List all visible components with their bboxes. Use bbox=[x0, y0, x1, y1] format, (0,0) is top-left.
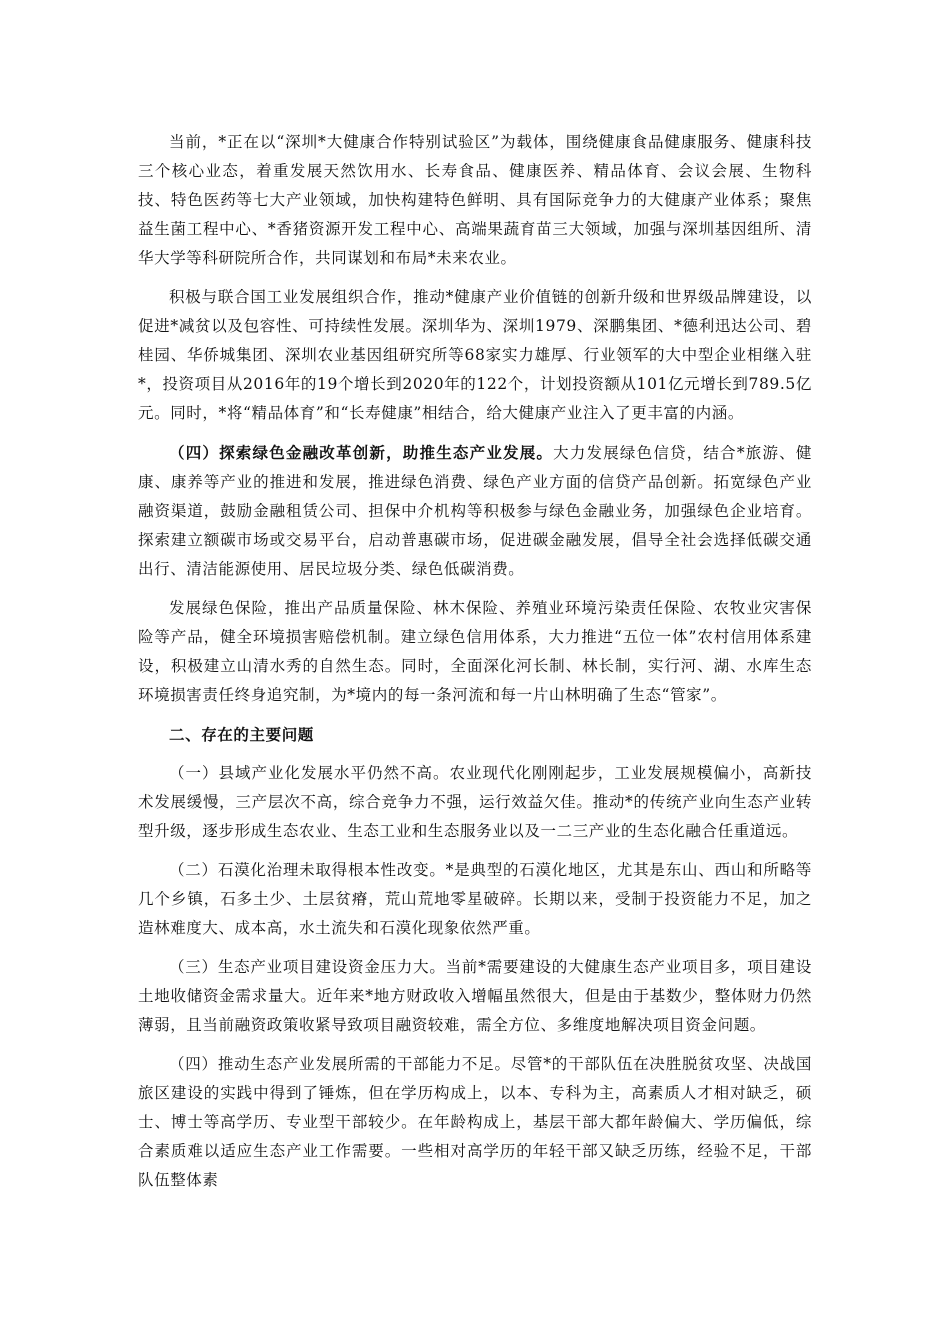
paragraph-problem-2: （二）石漠化治理未取得根本性改变。*是典型的石漠化地区，尤其是东山、西山和所略等几个乡镇，石多土少、土层贫瘠，荒山荒地零星破碎。长期以来，受制于投资能力不足，加之造林难度大、成本高，水土流失和石漠化现象依然严重。 bbox=[138, 861, 812, 937]
document-body bbox=[138, 128, 812, 1205]
paragraph-lead-green-finance: （四）探索绿色金融改革创新，助推生态产业发展。 bbox=[169, 443, 554, 462]
paragraph-problem-3: （三）生态产业项目建设资金压力大。当前*需要建设的大健康生态产业项目多，项目建设土地收储资金需求量大。近年来*地方财政收入增幅虽然很大，但是由于基数少，整体财力仍然薄弱，且当前融资政策收紧导致项目融资较难，需全方位、多维度地解决项目资金问题。 bbox=[138, 958, 812, 1034]
paragraph-problem-4: （四）推动生态产业发展所需的干部能力不足。尽管*的干部队伍在决胜脱贫攻坚、决战国旅区建设的实践中得到了锤炼，但在学历构成上，以本、专科为主，高素质人才相对缺乏，硕士、博士等高学历、专业型干部较少。在年龄构成上，基层干部大都年龄偏大、学历偏低，综合素质难以适应生态产业工作需要。一些相对高学历的年轻干部又缺乏历练，经验不足，干部队伍整体素 bbox=[138, 1055, 812, 1189]
section-heading-problems: 二、存在的主要问题 bbox=[169, 725, 314, 744]
paragraph-green-insurance: 发展绿色保险，推出产品质量保险、林木保险、养殖业环境污染责任保险、农牧业灾害保险等产品，健全环境损害赔偿机制。建立绿色信用体系，大力推进“五位一体”农村信用体系建设，积极建立山清水秀的自然生态。同时，全面深化河长制、林长制，实行河、湖、水库生态环境损害责任终身追究制，为*境内的每一条河流和每一片山林明确了生态“管家”。 bbox=[138, 599, 812, 704]
paragraph-health-industry: 当前，*正在以“深圳*大健康合作特别试验区”为载体，围绕健康食品健康服务、健康科技三个核心业态，着重发展天然饮用水、长寿食品、健康医养、精品体育、会议会展、生物科技、特色医药等七大产业领域，加快构建特色鲜明、具有国际竞争力的大健康产业体系；聚焦益生菌工程中心、*香猪资源开发工程中心、高端果蔬育苗三大领域，加强与深圳基因组所、清华大学等科研院所合作，共同谋划和布局*未来农业。 bbox=[138, 133, 812, 267]
paragraph-green-finance bbox=[138, 438, 812, 584]
paragraph-green-finance-body: 大力发展绿色信贷，结合*旅游、健康、康养等产业的推进和发展，推进绿色消费、绿色产业方面的信贷产品创新。拓宽绿色产业融资渠道，鼓励金融租赁公司、担保中介机构等积极参与绿色金融业务，加强绿色企业培育。探索建立额碳市场或交易平台，启动普惠碳市场，促进碳金融发展，倡导全社会选择低碳交通出行、清洁能源使用、居民垃圾分类、绿色低碳消费。 bbox=[138, 444, 812, 578]
paragraph-problem-1: （一）县域产业化发展水平仍然不高。农业现代化刚刚起步，工业发展规模偏小，高新技术发展缓慢，三产层次不高，综合竞争力不强，运行效益欠佳。推动*的传统产业向生态产业转型升级，逐步形成生态农业、生态工业和生态服务业以及一二三产业的生态化融合任重道远。 bbox=[138, 764, 812, 840]
paragraph-unido-cooperation: 积极与联合国工业发展组织合作，推动*健康产业价值链的创新升级和世界级品牌建设，以促进*减贫以及包容性、可持续性发展。深圳华为、深圳1979、深鹏集团、*德利迅达公司、碧桂园、华侨城集团、深圳农业基因组研究所等68家实力雄厚、行业领军的大中型企业相继入驻*，投资项目从2016年的19个增长到2020年的122个，计划投资额从101亿元增长到789.5亿元。同时，*将“精品体育”和“长寿健康”相结合，给大健康产业注入了更丰富的内涵。 bbox=[138, 288, 812, 422]
